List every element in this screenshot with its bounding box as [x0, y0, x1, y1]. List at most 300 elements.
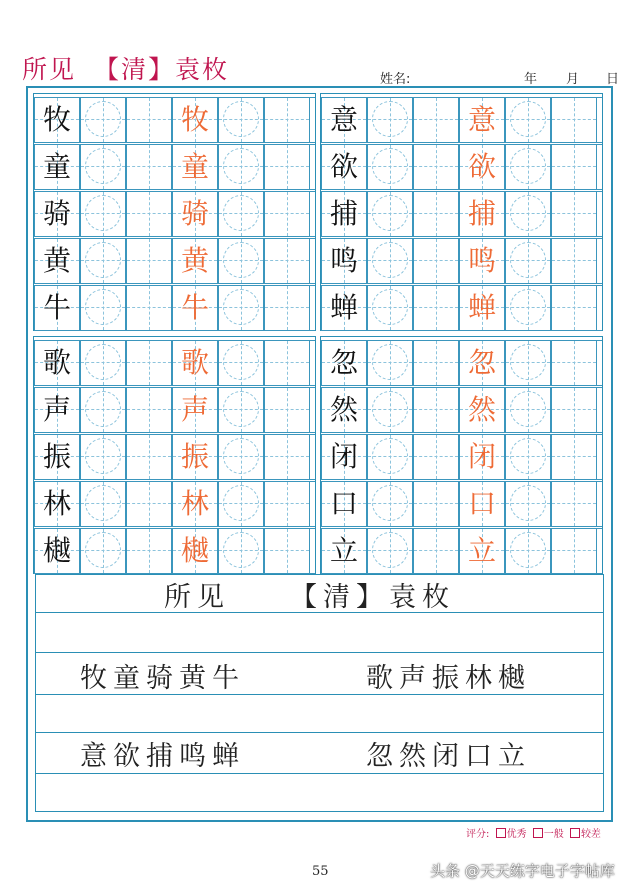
tianzige-cell[interactable]: [264, 145, 310, 189]
guide-line: [149, 145, 150, 189]
evaluation-area: [466, 825, 601, 840]
practice-row: [34, 434, 315, 480]
tianzige-cell[interactable]: [34, 482, 80, 526]
checkbox-average[interactable]: [533, 828, 543, 838]
tianzige-cell[interactable]: [413, 145, 459, 189]
trace-character: 黄: [180, 244, 209, 277]
option-poor: 较差: [580, 829, 601, 840]
tianzige-cell[interactable]: [264, 388, 310, 432]
guide-circle: [223, 485, 259, 521]
guide-circle: [85, 148, 121, 184]
trace-character: 鸣: [467, 244, 496, 277]
tianzige-cell[interactable]: [459, 482, 505, 526]
guide-circle: [85, 101, 121, 137]
model-character: 牧: [42, 103, 71, 136]
option-average: 一般: [543, 829, 564, 840]
guide-line: [574, 435, 575, 479]
trace-character: 欲: [467, 150, 496, 183]
guide-circle: [223, 438, 259, 474]
guide-line: [149, 286, 150, 330]
guide-line: [552, 456, 596, 457]
tianzige-cell[interactable]: [321, 482, 367, 526]
practice-row: [34, 340, 315, 386]
tianzige-cell[interactable]: [505, 529, 551, 573]
guide-line: [552, 119, 596, 120]
tianzige-cell[interactable]: [505, 388, 551, 432]
guide-line: [414, 362, 458, 363]
guide-line: [414, 119, 458, 120]
tianzige-cell[interactable]: [172, 145, 218, 189]
tianzige-cell[interactable]: [126, 98, 172, 142]
tianzige-cell[interactable]: [264, 192, 310, 236]
option-excellent: 优秀: [506, 829, 527, 840]
page-title: [22, 50, 229, 86]
checkbox-excellent[interactable]: [496, 828, 506, 838]
guide-line: [552, 307, 596, 308]
tianzige-cell[interactable]: [459, 286, 505, 330]
tianzige-cell[interactable]: [34, 388, 80, 432]
tianzige-cell[interactable]: [413, 341, 459, 385]
practice-row: [34, 144, 315, 190]
trace-character: 闭: [467, 440, 496, 473]
guide-line: [149, 341, 150, 385]
tianzige-cell[interactable]: [367, 341, 413, 385]
tianzige-cell[interactable]: [80, 341, 126, 385]
model-character: 振: [42, 440, 71, 473]
practice-row: [321, 238, 602, 284]
tianzige-cell[interactable]: [172, 388, 218, 432]
guide-circle: [510, 242, 546, 278]
writing-lines: [35, 574, 604, 812]
guide-line: [287, 482, 288, 526]
guide-line: [436, 529, 437, 573]
tianzige-cell[interactable]: [551, 286, 597, 330]
tianzige-cell[interactable]: [367, 286, 413, 330]
tianzige-cell[interactable]: [367, 192, 413, 236]
trace-character: 声: [180, 393, 209, 426]
tianzige-cell[interactable]: [413, 388, 459, 432]
tianzige-cell[interactable]: [505, 98, 551, 142]
tianzige-cell[interactable]: [126, 239, 172, 283]
guide-circle: [223, 391, 259, 427]
poem-line-1a: 牧童骑黄牛: [80, 663, 245, 694]
model-character: 林: [42, 487, 71, 520]
tianzige-cell[interactable]: [34, 286, 80, 330]
watermark: 头条 @天天练字电子字帖库: [430, 862, 615, 880]
trace-character: 忽: [467, 346, 496, 379]
guide-circle: [223, 344, 259, 380]
practice-row: [321, 144, 602, 190]
trace-character: 振: [180, 440, 209, 473]
practice-row: [321, 528, 602, 574]
tianzige-cell[interactable]: [459, 435, 505, 479]
model-character: 牛: [42, 291, 71, 324]
tianzige-cell[interactable]: [321, 98, 367, 142]
guide-circle: [85, 195, 121, 231]
guide-line: [149, 98, 150, 142]
tianzige-cell[interactable]: [367, 98, 413, 142]
model-character: 声: [42, 393, 71, 426]
guide-line: [436, 341, 437, 385]
tianzige-cell[interactable]: [218, 98, 264, 142]
guide-line: [552, 213, 596, 214]
name-label: 姓名:: [380, 72, 411, 87]
tianzige-cell[interactable]: [551, 145, 597, 189]
tianzige-cell[interactable]: [34, 192, 80, 236]
guide-line: [552, 260, 596, 261]
tianzige-cell[interactable]: [505, 435, 551, 479]
tianzige-cell[interactable]: [264, 435, 310, 479]
practice-row: [34, 238, 315, 284]
tianzige-cell[interactable]: [321, 239, 367, 283]
guide-line: [287, 145, 288, 189]
tianzige-cell[interactable]: [505, 145, 551, 189]
tianzige-cell[interactable]: [459, 341, 505, 385]
year-label: 年: [524, 72, 538, 87]
tianzige-cell[interactable]: [321, 286, 367, 330]
tianzige-cell[interactable]: [321, 435, 367, 479]
tianzige-cell[interactable]: [218, 435, 264, 479]
tianzige-cell[interactable]: [367, 482, 413, 526]
model-character: 意: [329, 103, 358, 136]
tianzige-cell[interactable]: [367, 388, 413, 432]
practice-block: [33, 336, 316, 574]
guide-line: [574, 98, 575, 142]
tianzige-cell[interactable]: [34, 145, 80, 189]
trace-character: 歌: [180, 346, 209, 379]
tianzige-cell[interactable]: [551, 435, 597, 479]
guide-circle: [372, 391, 408, 427]
tianzige-cell[interactable]: [459, 192, 505, 236]
tianzige-cell[interactable]: [505, 286, 551, 330]
tianzige-cell[interactable]: [34, 98, 80, 142]
tianzige-cell[interactable]: [172, 98, 218, 142]
model-character: 口: [329, 487, 358, 520]
tianzige-cell[interactable]: [413, 192, 459, 236]
guide-circle: [372, 485, 408, 521]
guide-line: [436, 145, 437, 189]
practice-block: [33, 93, 316, 331]
trace-character: 蝉: [467, 291, 496, 324]
guide-line: [287, 239, 288, 283]
trace-character: 口: [467, 487, 496, 520]
trace-character: 然: [467, 393, 496, 426]
tianzige-cell[interactable]: [551, 388, 597, 432]
tianzige-cell[interactable]: [172, 435, 218, 479]
tianzige-cell[interactable]: [459, 239, 505, 283]
tianzige-cell[interactable]: [80, 239, 126, 283]
tianzige-cell[interactable]: [459, 388, 505, 432]
tianzige-cell[interactable]: [321, 341, 367, 385]
guide-line: [287, 341, 288, 385]
poem-dynasty: 【清】: [94, 55, 176, 84]
guide-circle: [372, 289, 408, 325]
guide-line: [287, 286, 288, 330]
tianzige-cell[interactable]: [264, 98, 310, 142]
trace-character: 骑: [180, 197, 209, 230]
guide-line: [414, 307, 458, 308]
ruled-line: [36, 732, 603, 733]
guide-line: [127, 362, 171, 363]
tianzige-cell[interactable]: [505, 482, 551, 526]
guide-circle: [223, 242, 259, 278]
guide-line: [436, 388, 437, 432]
guide-line: [127, 213, 171, 214]
tianzige-cell[interactable]: [80, 435, 126, 479]
guide-circle: [223, 195, 259, 231]
model-character: 蝉: [329, 291, 358, 324]
guide-line: [149, 482, 150, 526]
guide-line: [127, 119, 171, 120]
poem-line-2a: 意欲捕鸣蝉: [80, 741, 245, 772]
day-label: 日: [606, 72, 620, 87]
tianzige-cell[interactable]: [321, 192, 367, 236]
tianzige-cell[interactable]: [126, 529, 172, 573]
tianzige-cell[interactable]: [551, 341, 597, 385]
guide-circle: [510, 485, 546, 521]
tianzige-cell[interactable]: [80, 145, 126, 189]
guide-line: [574, 145, 575, 189]
tianzige-cell[interactable]: [172, 341, 218, 385]
practice-block: [320, 93, 603, 331]
tianzige-cell[interactable]: [367, 239, 413, 283]
tianzige-cell[interactable]: [34, 239, 80, 283]
tianzige-cell[interactable]: [172, 286, 218, 330]
tianzige-cell[interactable]: [321, 145, 367, 189]
tianzige-cell[interactable]: [218, 529, 264, 573]
tianzige-cell[interactable]: [218, 145, 264, 189]
guide-circle: [372, 438, 408, 474]
guide-circle: [510, 101, 546, 137]
tianzige-cell[interactable]: [413, 435, 459, 479]
tianzige-cell[interactable]: [172, 192, 218, 236]
practice-row: [321, 387, 602, 433]
guide-circle: [223, 148, 259, 184]
guide-line: [436, 286, 437, 330]
guide-line: [149, 388, 150, 432]
guide-line: [287, 529, 288, 573]
tianzige-cell[interactable]: [126, 435, 172, 479]
guide-line: [265, 550, 309, 551]
trace-character: 牛: [180, 291, 209, 324]
trace-character: 樾: [180, 534, 209, 567]
tianzige-cell[interactable]: [218, 239, 264, 283]
guide-line: [574, 239, 575, 283]
guide-line: [414, 503, 458, 504]
guide-circle: [510, 195, 546, 231]
guide-line: [436, 435, 437, 479]
guide-line: [414, 213, 458, 214]
model-character: 欲: [329, 150, 358, 183]
tianzige-cell[interactable]: [34, 341, 80, 385]
tianzige-cell[interactable]: [218, 286, 264, 330]
guide-line: [127, 550, 171, 551]
guide-line: [574, 341, 575, 385]
tianzige-cell[interactable]: [505, 192, 551, 236]
poem-title: 所见: [22, 55, 77, 84]
tianzige-cell[interactable]: [413, 529, 459, 573]
guide-circle: [223, 101, 259, 137]
practice-row: [34, 387, 315, 433]
poem-author: 袁枚: [175, 55, 230, 84]
trace-character: 童: [180, 150, 209, 183]
tianzige-cell[interactable]: [80, 192, 126, 236]
guide-line: [552, 362, 596, 363]
month-label: 月: [566, 72, 580, 87]
guide-line: [414, 260, 458, 261]
guide-circle: [510, 344, 546, 380]
model-character: 鸣: [329, 244, 358, 277]
model-character: 骑: [42, 197, 71, 230]
tianzige-cell[interactable]: [34, 435, 80, 479]
guide-line: [149, 239, 150, 283]
guide-circle: [372, 195, 408, 231]
guide-line: [265, 409, 309, 410]
tianzige-cell[interactable]: [172, 529, 218, 573]
tianzige-cell[interactable]: [551, 239, 597, 283]
tianzige-cell[interactable]: [264, 529, 310, 573]
guide-circle: [510, 289, 546, 325]
guide-line: [436, 482, 437, 526]
practice-row: [34, 528, 315, 574]
practice-row: [321, 191, 602, 237]
guide-circle: [85, 391, 121, 427]
guide-line: [149, 192, 150, 236]
tianzige-cell[interactable]: [126, 192, 172, 236]
poem-author-text: 袁枚: [389, 582, 455, 613]
guide-circle: [85, 289, 121, 325]
tianzige-cell[interactable]: [218, 341, 264, 385]
guide-line: [574, 529, 575, 573]
tianzige-cell[interactable]: [172, 239, 218, 283]
guide-circle: [372, 101, 408, 137]
tianzige-cell[interactable]: [413, 239, 459, 283]
guide-circle: [372, 242, 408, 278]
guide-line: [287, 192, 288, 236]
practice-row: [321, 97, 602, 143]
tianzige-cell[interactable]: [264, 341, 310, 385]
practice-row: [34, 481, 315, 527]
model-character: 忽: [329, 346, 358, 379]
tianzige-cell[interactable]: [459, 529, 505, 573]
tianzige-cell[interactable]: [413, 286, 459, 330]
guide-line: [436, 192, 437, 236]
model-character: 童: [42, 150, 71, 183]
tianzige-cell[interactable]: [218, 192, 264, 236]
practice-block: [320, 336, 603, 574]
guide-line: [574, 192, 575, 236]
guide-circle: [372, 532, 408, 568]
tianzige-cell[interactable]: [367, 145, 413, 189]
tianzige-cell[interactable]: [80, 388, 126, 432]
practice-row: [321, 285, 602, 331]
guide-circle: [85, 242, 121, 278]
tianzige-cell[interactable]: [218, 482, 264, 526]
tianzige-cell[interactable]: [80, 529, 126, 573]
tianzige-cell[interactable]: [459, 98, 505, 142]
guide-line: [287, 388, 288, 432]
model-character: 黄: [42, 244, 71, 277]
tianzige-cell[interactable]: [321, 388, 367, 432]
guide-line: [552, 166, 596, 167]
tianzige-cell[interactable]: [126, 341, 172, 385]
tianzige-cell[interactable]: [34, 529, 80, 573]
guide-line: [127, 166, 171, 167]
tianzige-cell[interactable]: [505, 239, 551, 283]
tianzige-cell[interactable]: [126, 286, 172, 330]
tianzige-cell[interactable]: [367, 529, 413, 573]
tianzige-cell[interactable]: [264, 239, 310, 283]
tianzige-cell[interactable]: [413, 482, 459, 526]
tianzige-cell[interactable]: [413, 98, 459, 142]
model-character: 捕: [329, 197, 358, 230]
tianzige-cell[interactable]: [551, 529, 597, 573]
tianzige-cell[interactable]: [459, 145, 505, 189]
tianzige-cell[interactable]: [367, 435, 413, 479]
checkbox-poor[interactable]: [570, 828, 580, 838]
guide-line: [127, 260, 171, 261]
page-number: 55: [312, 864, 329, 879]
guide-line: [265, 213, 309, 214]
tianzige-cell[interactable]: [80, 482, 126, 526]
poem-line-2b: 忽然闭口立: [366, 741, 531, 772]
model-character: 然: [329, 393, 358, 426]
worksheet-frame: [26, 86, 613, 822]
guide-line: [127, 307, 171, 308]
tianzige-cell[interactable]: [80, 286, 126, 330]
poem-title-line: [164, 575, 455, 614]
guide-circle: [85, 438, 121, 474]
guide-line: [265, 260, 309, 261]
guide-circle: [510, 148, 546, 184]
practice-row: [321, 434, 602, 480]
guide-circle: [85, 344, 121, 380]
guide-circle: [85, 485, 121, 521]
model-character: 立: [329, 534, 358, 567]
guide-line: [414, 550, 458, 551]
guide-line: [414, 456, 458, 457]
guide-line: [287, 98, 288, 142]
tianzige-cell[interactable]: [505, 341, 551, 385]
tianzige-cell[interactable]: [172, 482, 218, 526]
tianzige-cell[interactable]: [126, 145, 172, 189]
tianzige-cell[interactable]: [321, 529, 367, 573]
tianzige-cell[interactable]: [264, 286, 310, 330]
guide-line: [552, 550, 596, 551]
guide-line: [574, 388, 575, 432]
guide-line: [436, 239, 437, 283]
guide-line: [265, 456, 309, 457]
model-character: 闭: [329, 440, 358, 473]
trace-character: 林: [180, 487, 209, 520]
tianzige-cell[interactable]: [126, 388, 172, 432]
practice-row: [34, 285, 315, 331]
guide-circle: [510, 438, 546, 474]
tianzige-cell[interactable]: [551, 482, 597, 526]
guide-line: [574, 286, 575, 330]
tianzige-cell[interactable]: [551, 192, 597, 236]
practice-row: [321, 340, 602, 386]
guide-line: [287, 435, 288, 479]
guide-circle: [85, 532, 121, 568]
tianzige-cell[interactable]: [218, 388, 264, 432]
tianzige-cell[interactable]: [80, 98, 126, 142]
guide-line: [414, 409, 458, 410]
guide-line: [127, 409, 171, 410]
tianzige-cell[interactable]: [126, 482, 172, 526]
tianzige-cell[interactable]: [264, 482, 310, 526]
tianzige-cell[interactable]: [551, 98, 597, 142]
